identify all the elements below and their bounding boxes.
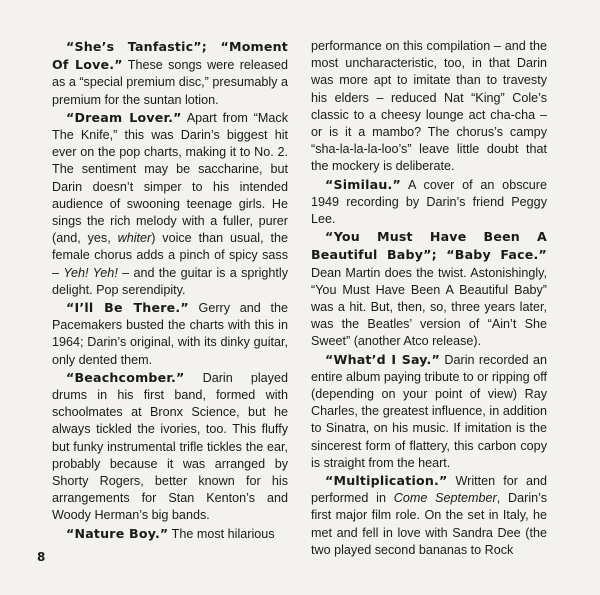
entry-paragraph	[52, 299, 288, 369]
song-title: “Multiplication.”	[325, 473, 448, 489]
song-title: “Nature Boy.”	[66, 525, 169, 541]
song-title: “I’ll Be There.”	[66, 300, 189, 316]
entry-paragraph	[311, 176, 547, 229]
left-column	[52, 38, 288, 543]
entry-paragraph	[52, 109, 288, 299]
song-title: “Similau.”	[325, 176, 401, 192]
entry-italic: Yeh! Yeh!	[63, 265, 118, 280]
entry-text: – and the guitar is a sprightly delight. Pop serendipity.	[52, 265, 288, 297]
entry-paragraph	[311, 228, 547, 350]
entry-text: Written for and performed in	[311, 474, 547, 506]
entry-text: Dean Martin does the twist. Astonishingly, “You Must Have Been A Beautiful Baby” was a hit. But, then, so, three years later, was the Beatles’ version of “Ain’t She Sweet” (another Atco release).	[311, 265, 547, 349]
entry-text: Darin played drums in his first band, formed with schoolmates at Bronx Science, but he always tickled the ivories, too. This fluffy but funky instrumental trifle tickles the ear, probably because it was arranged by Shorty Rogers, better known for his arrangements for Stan Kenton’s and Woody Herman’s big bands.	[52, 370, 288, 523]
entry-text: ) voice than usual, the female chorus adds a pinch of spicy sass –	[52, 231, 288, 280]
entry-paragraph	[311, 38, 547, 176]
entry-text: These songs were released as a “special premium disc,” presumably a premium for the suntan lotion.	[52, 58, 289, 107]
right-column	[311, 38, 547, 559]
entry-text: A cover of an obscure 1949 recording by Darin’s friend Peggy Lee.	[311, 177, 547, 227]
song-title: “What’d I Say.”	[325, 351, 440, 367]
page-number: 8	[37, 550, 46, 564]
entry-text: The most hilarious	[168, 526, 275, 541]
entry-text: performance on this compilation – and the most uncharacteristic, too, in that Darin was more apt to imitate than to travesty his elders – reduced Nat “King” Cole’s classic to a cheesy lounge act cha-cha – or is it a mambo? The chorus’s campy “sha-la-la-la-loo’s” leave little doubt that the mockery is deliberate.	[311, 39, 547, 174]
song-title: “Beachcomber.”	[66, 369, 185, 385]
song-title: “You Must Have Been A Beautiful Baby”; “Baby Face.”	[311, 229, 547, 263]
entry-text: , Darin’s first major film role. On the set in Italy, he met and fell in love with Sandra Dee (the two played second bananas to Rock	[311, 491, 547, 557]
entry-paragraph	[52, 525, 288, 543]
entry-italic: Come September	[393, 491, 497, 506]
entry-text: Apart from “Mack The Knife,” this was Darin’s biggest hit ever on the pop charts, making it to No. 2. The sentiment may be saccharine, but Darin doesn’t simper to his intended audience of swooning teenage girls. He sings the rich melody with a fuller, purer (and, yes,	[52, 110, 288, 246]
song-title: “She’s Tanfastic”; “Moment Of Love.”	[52, 39, 288, 73]
entry-paragraph	[311, 351, 547, 472]
entry-paragraph	[52, 369, 288, 525]
entry-text: Darin recorded an entire album paying tribute to or ripping off (depending on your point of view) Ray Charles, the greatest influence, in addition to Sinatra, on his music. If imitation is the sincerest form of flattery, this carbon copy is straight from the heart.	[311, 352, 547, 470]
entry-text: Gerry and the Pacemakers busted the charts with this in 1964; Darin’s original, with its dinky guitar, only dented them.	[52, 301, 288, 367]
entry-paragraph	[311, 472, 547, 559]
entry-paragraph	[52, 38, 288, 109]
entry-italic: whiter	[117, 231, 152, 246]
song-title: “Dream Lover.”	[66, 109, 182, 125]
